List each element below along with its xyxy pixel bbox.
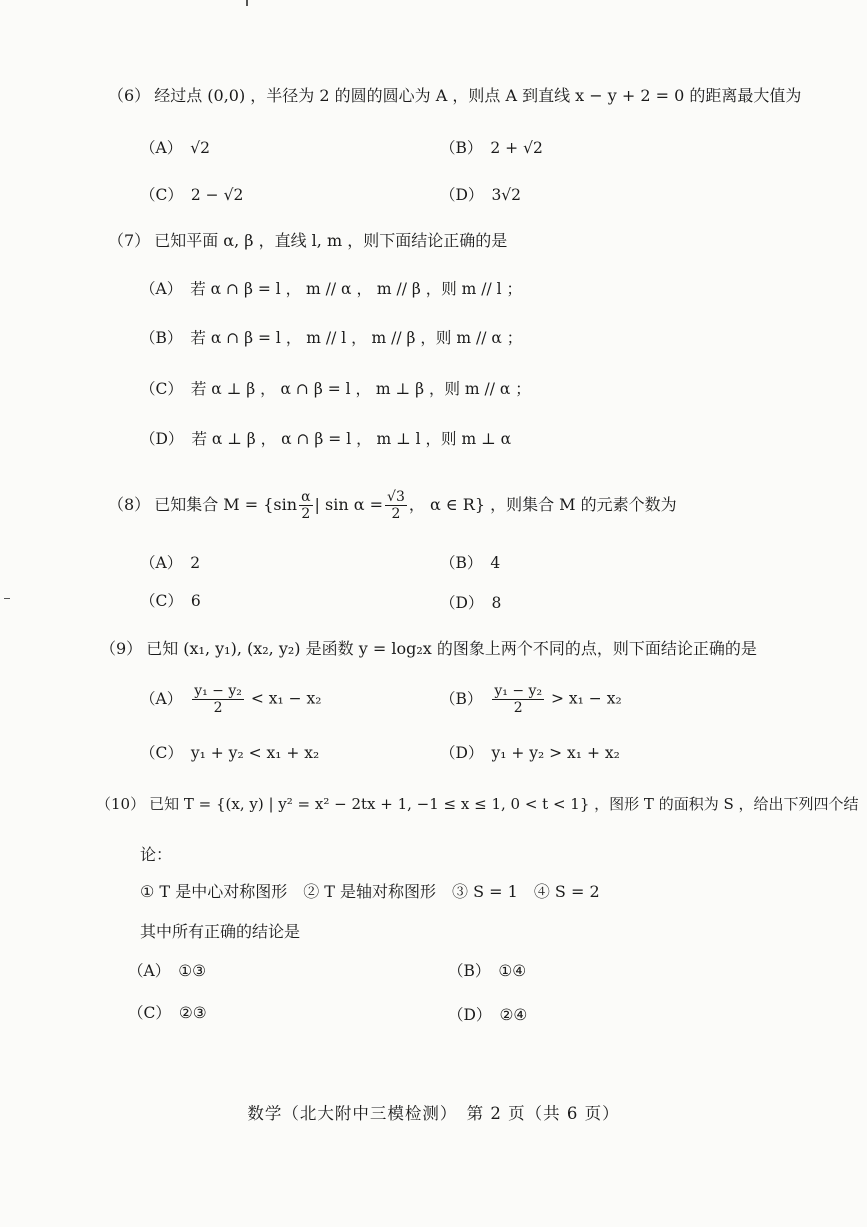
q7-option-c: （C） 若 α ⊥ β ， α ∩ β = l ， m ⊥ β ，则 m // α ； xyxy=(140,380,531,398)
q7-option-a: （A） 若 α ∩ β = l ， m // α ， m // β ，则 m // l ； xyxy=(140,280,523,298)
q8-option-c: （C） 6 xyxy=(140,592,201,610)
question-10-stem: （10） 已知 T = {(x, y) | y² = x² − 2tx + 1, −1 ≤ x ≤ 1, 0 < t < 1} ，图形 T 的面积为 S ，给出下列四个结 xyxy=(96,795,859,813)
q6-option-d: （D） 3√2 xyxy=(440,186,522,204)
q8-option-b: （B） 4 xyxy=(440,554,501,572)
question-8-stem: （8） 已知集合 M = {sin $\frac{\alpha}{2}$ | sin α = $\frac{√3}{2}$ ， α ∈ R} ，则集合 M 的元素个数为 xyxy=(108,489,677,522)
q7-option-d: （D） 若 α ⊥ β ， α ∩ β = l ， m ⊥ l ，则 m ⊥ α xyxy=(140,430,512,448)
question-10-conclusions: ① T 是中心对称图形 ② T 是轴对称图形 ③ S = 1 ④ S = 2 xyxy=(140,882,600,901)
question-text: 经过点 (0,0) ，半径为 2 的圆的圆心为 A ，则点 A 到直线 x − y + 2 = 0 的距离最大值为 xyxy=(154,86,802,105)
question-10-stem-continued: 论： xyxy=(140,845,173,864)
q9-option-b: （B） $\frac{\text{y₁ − y₂}}{2}$ > x₁ − x₂ xyxy=(440,683,622,716)
q8-option-d: （D） 8 xyxy=(440,594,502,612)
page-footer: 数学（北大附中三模检测） 第 2 页（共 6 页） xyxy=(247,1104,620,1123)
q10-option-a: （A） ①③ xyxy=(128,962,206,980)
fraction-alpha-over-2: $\frac{\alpha}{2}$ xyxy=(301,489,311,522)
fraction-sqrt3-over-2: $\frac{√3}{2}$ xyxy=(387,489,405,522)
scan-speck xyxy=(4,598,10,599)
question-10-prompt: 其中所有正确的结论是 xyxy=(140,922,301,941)
question-7-stem: （7） 已知平面 α, β ，直线 l, m ，则下面结论正确的是 xyxy=(108,231,508,250)
q8-option-a: （A） 2 xyxy=(140,554,201,572)
q10-option-b: （B） ①④ xyxy=(448,962,527,980)
q6-option-a: （A） √2 xyxy=(140,139,210,157)
q6-option-b: （B） 2 + √2 xyxy=(440,139,543,157)
q6-option-c: （C） 2 − √2 xyxy=(140,186,244,204)
q9-option-d: （D） y₁ + y₂ > x₁ + x₂ xyxy=(440,744,620,762)
question-9-stem: （9） 已知 (x₁, y₁), (x₂, y₂) 是函数 y = log₂x 的图象上两个不同的点，则下面结论正确的是 xyxy=(100,639,757,658)
q9-option-c: （C） y₁ + y₂ < x₁ + x₂ xyxy=(140,744,320,762)
q10-option-d: （D） ②④ xyxy=(448,1006,528,1024)
question-number: （6） xyxy=(108,86,151,105)
scan-speck xyxy=(246,0,248,6)
question-6-stem xyxy=(108,88,801,104)
q10-option-c: （C） ②③ xyxy=(128,1004,207,1022)
q7-option-b: （B） 若 α ∩ β = l ， m // l ， m // β ，则 m // α ； xyxy=(140,329,523,347)
q9-option-a: （A） $\frac{\text{y₁ − y₂}}{2}$ < x₁ − x₂ xyxy=(140,683,322,716)
